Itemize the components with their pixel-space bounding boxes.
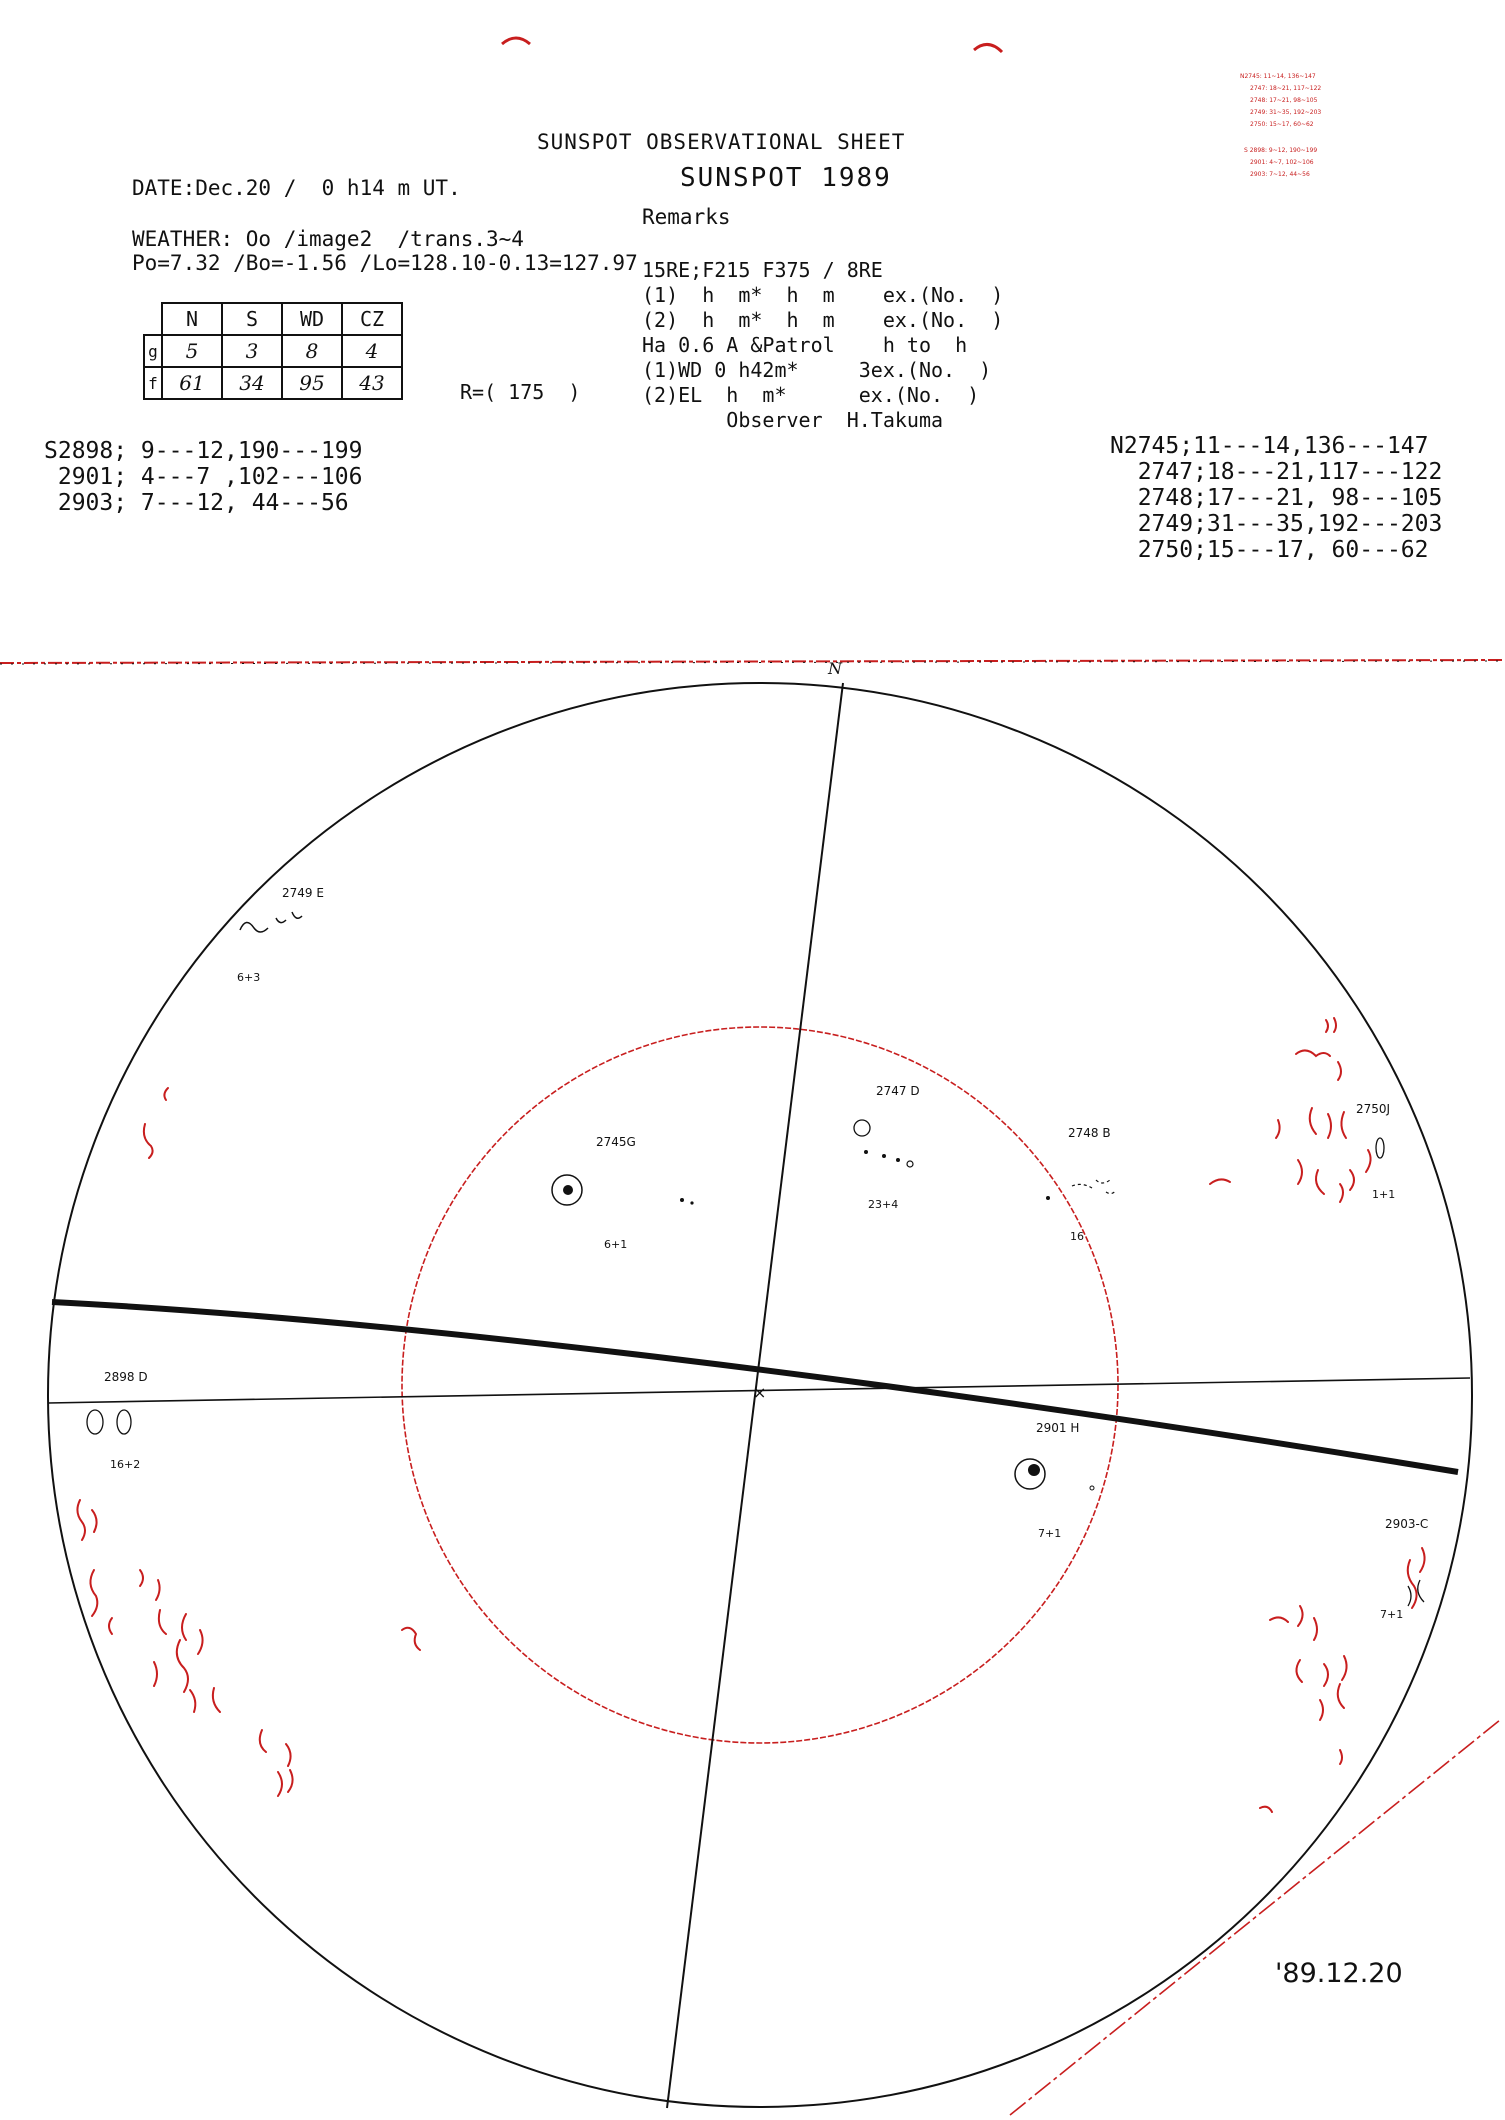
- spot-penumbra: [117, 1410, 131, 1434]
- group-count: 16: [1070, 1230, 1084, 1243]
- northern-range: N2745;11---14,136---147: [1110, 433, 1429, 459]
- spot-group-2898: [87, 1370, 148, 1471]
- group-label: 2901 H: [1036, 1421, 1080, 1435]
- spot-dot: [1046, 1196, 1050, 1200]
- remarks-line: (2)EL h m* ex.(No. ): [642, 383, 980, 407]
- spot-dot: [896, 1158, 900, 1162]
- corner-note: N2745: 11~14, 136~147: [1240, 73, 1316, 80]
- corner-note: S 2898: 9~12, 190~199: [1244, 147, 1318, 154]
- spot-dot: [1090, 1486, 1094, 1490]
- spot-group-2901: [1015, 1421, 1094, 1540]
- spot-dot: [864, 1150, 868, 1154]
- sheet-subtitle: SUNSPOT 1989: [680, 163, 892, 193]
- relative-number: R=( 175 ): [460, 380, 581, 404]
- spot-dot: [680, 1198, 684, 1202]
- group-count: 1+1: [1372, 1188, 1396, 1201]
- row-label: f: [144, 367, 162, 399]
- spot-group-2750: [1356, 1102, 1395, 1201]
- spot-umbra: [1028, 1464, 1040, 1476]
- group-label: 2749 E: [282, 886, 324, 900]
- group-count: 7+1: [1038, 1527, 1062, 1540]
- northern-range: 2749;31---35,192---203: [1110, 511, 1443, 537]
- remarks-line: (1) h m* h m ex.(No. ): [642, 283, 1004, 307]
- corner-mark: [974, 44, 1002, 52]
- group-label: 2748 B: [1068, 1126, 1111, 1140]
- remarks-line: 15RE;F215 F375 / 8RE: [642, 258, 883, 282]
- group-label: 2745G: [596, 1135, 636, 1149]
- corner-note: 2749: 31~35, 192~203: [1250, 109, 1322, 116]
- center-mark: ×: [753, 1383, 767, 1402]
- observer-line: Observer H.Takuma: [642, 408, 944, 432]
- weather-line: WEATHER: Oo /image2 /trans.3~4: [132, 227, 524, 251]
- group-count: 6+1: [604, 1238, 628, 1251]
- group-count: 23+4: [868, 1198, 899, 1211]
- group-count: 16+2: [110, 1458, 141, 1471]
- spot-group-2749: [237, 886, 324, 984]
- southern-range: S2898; 9---12,190---199: [44, 438, 363, 464]
- date-line: DATE:Dec.20 / 0 h14 m UT.: [132, 176, 461, 200]
- corner-note: 2750: 15~17, 60~62: [1250, 121, 1314, 128]
- northern-range: 2747;18---21,117---122: [1110, 459, 1443, 485]
- table-header-cell: CZ: [342, 303, 402, 335]
- table-cell: 8: [282, 335, 342, 367]
- table-header-cell: WD: [282, 303, 342, 335]
- parameters-line: Po=7.32 /Bo=-1.56 /Lo=128.10-0.13=127.97: [132, 251, 638, 275]
- faculae-markings: [77, 1018, 1424, 1812]
- group-label: 2898 D: [104, 1370, 148, 1384]
- spot-penumbra: [854, 1120, 870, 1136]
- group-count: 6+3: [237, 971, 261, 984]
- row-label: g: [144, 335, 162, 367]
- spot-dot: [690, 1201, 693, 1204]
- table-cell: 3: [222, 335, 282, 367]
- spot-group-2747: [854, 1084, 920, 1211]
- spot-group-2745: [552, 1135, 694, 1251]
- spot-dot: [907, 1161, 913, 1167]
- group-label: 2903-C: [1385, 1517, 1429, 1531]
- southern-range: 2901; 4---7 ,102---106: [44, 464, 363, 490]
- spot-sketch: [240, 912, 302, 932]
- corner-note: 2903: 7~12, 44~56: [1250, 171, 1310, 178]
- table-cell: 34: [222, 367, 282, 399]
- remarks-line: (1)WD 0 h42m* 3ex.(No. ): [642, 358, 992, 382]
- corner-note: 2747: 18~21, 117~122: [1250, 85, 1322, 92]
- table-cell: 5: [162, 335, 222, 367]
- remarks-heading: Remarks: [642, 205, 731, 229]
- corner-note: 2901: 4~7, 102~106: [1250, 159, 1314, 166]
- spot-sketch: [1072, 1180, 1116, 1194]
- corner-mark: [502, 38, 530, 44]
- corner-note: 2748: 17~21, 98~105: [1250, 97, 1318, 104]
- table-cell: 61: [162, 367, 222, 399]
- date-stamp: '89.12.20: [1275, 1958, 1403, 1989]
- table-cell: 4: [342, 335, 402, 367]
- remarks-line: Ha 0.6 A &Patrol h to h: [642, 333, 968, 357]
- northern-range: 2750;15---17, 60---62: [1110, 537, 1429, 563]
- north-mark: N: [828, 659, 842, 678]
- spot-penumbra: [1376, 1138, 1384, 1158]
- spot-dot: [882, 1154, 886, 1158]
- spot-penumbra: [87, 1410, 103, 1434]
- table-header-cell: S: [222, 303, 282, 335]
- southern-range: 2903; 7---12, 44---56: [44, 490, 349, 516]
- group-count: 7+1: [1380, 1608, 1404, 1621]
- group-label: 2747 D: [876, 1084, 920, 1098]
- table-header-cell: N: [162, 303, 222, 335]
- spot-umbra: [563, 1185, 573, 1195]
- table-cell: 95: [282, 367, 342, 399]
- table-cell: 43: [342, 367, 402, 399]
- diagonal-mark: [1010, 1720, 1500, 2115]
- northern-range: 2748;17---21, 98---105: [1110, 485, 1443, 511]
- remarks-line: (2) h m* h m ex.(No. ): [642, 308, 1004, 332]
- sheet-title: SUNSPOT OBSERVATIONAL SHEET: [537, 130, 906, 154]
- fold-line: [0, 660, 1505, 663]
- group-label: 2750J: [1356, 1102, 1391, 1116]
